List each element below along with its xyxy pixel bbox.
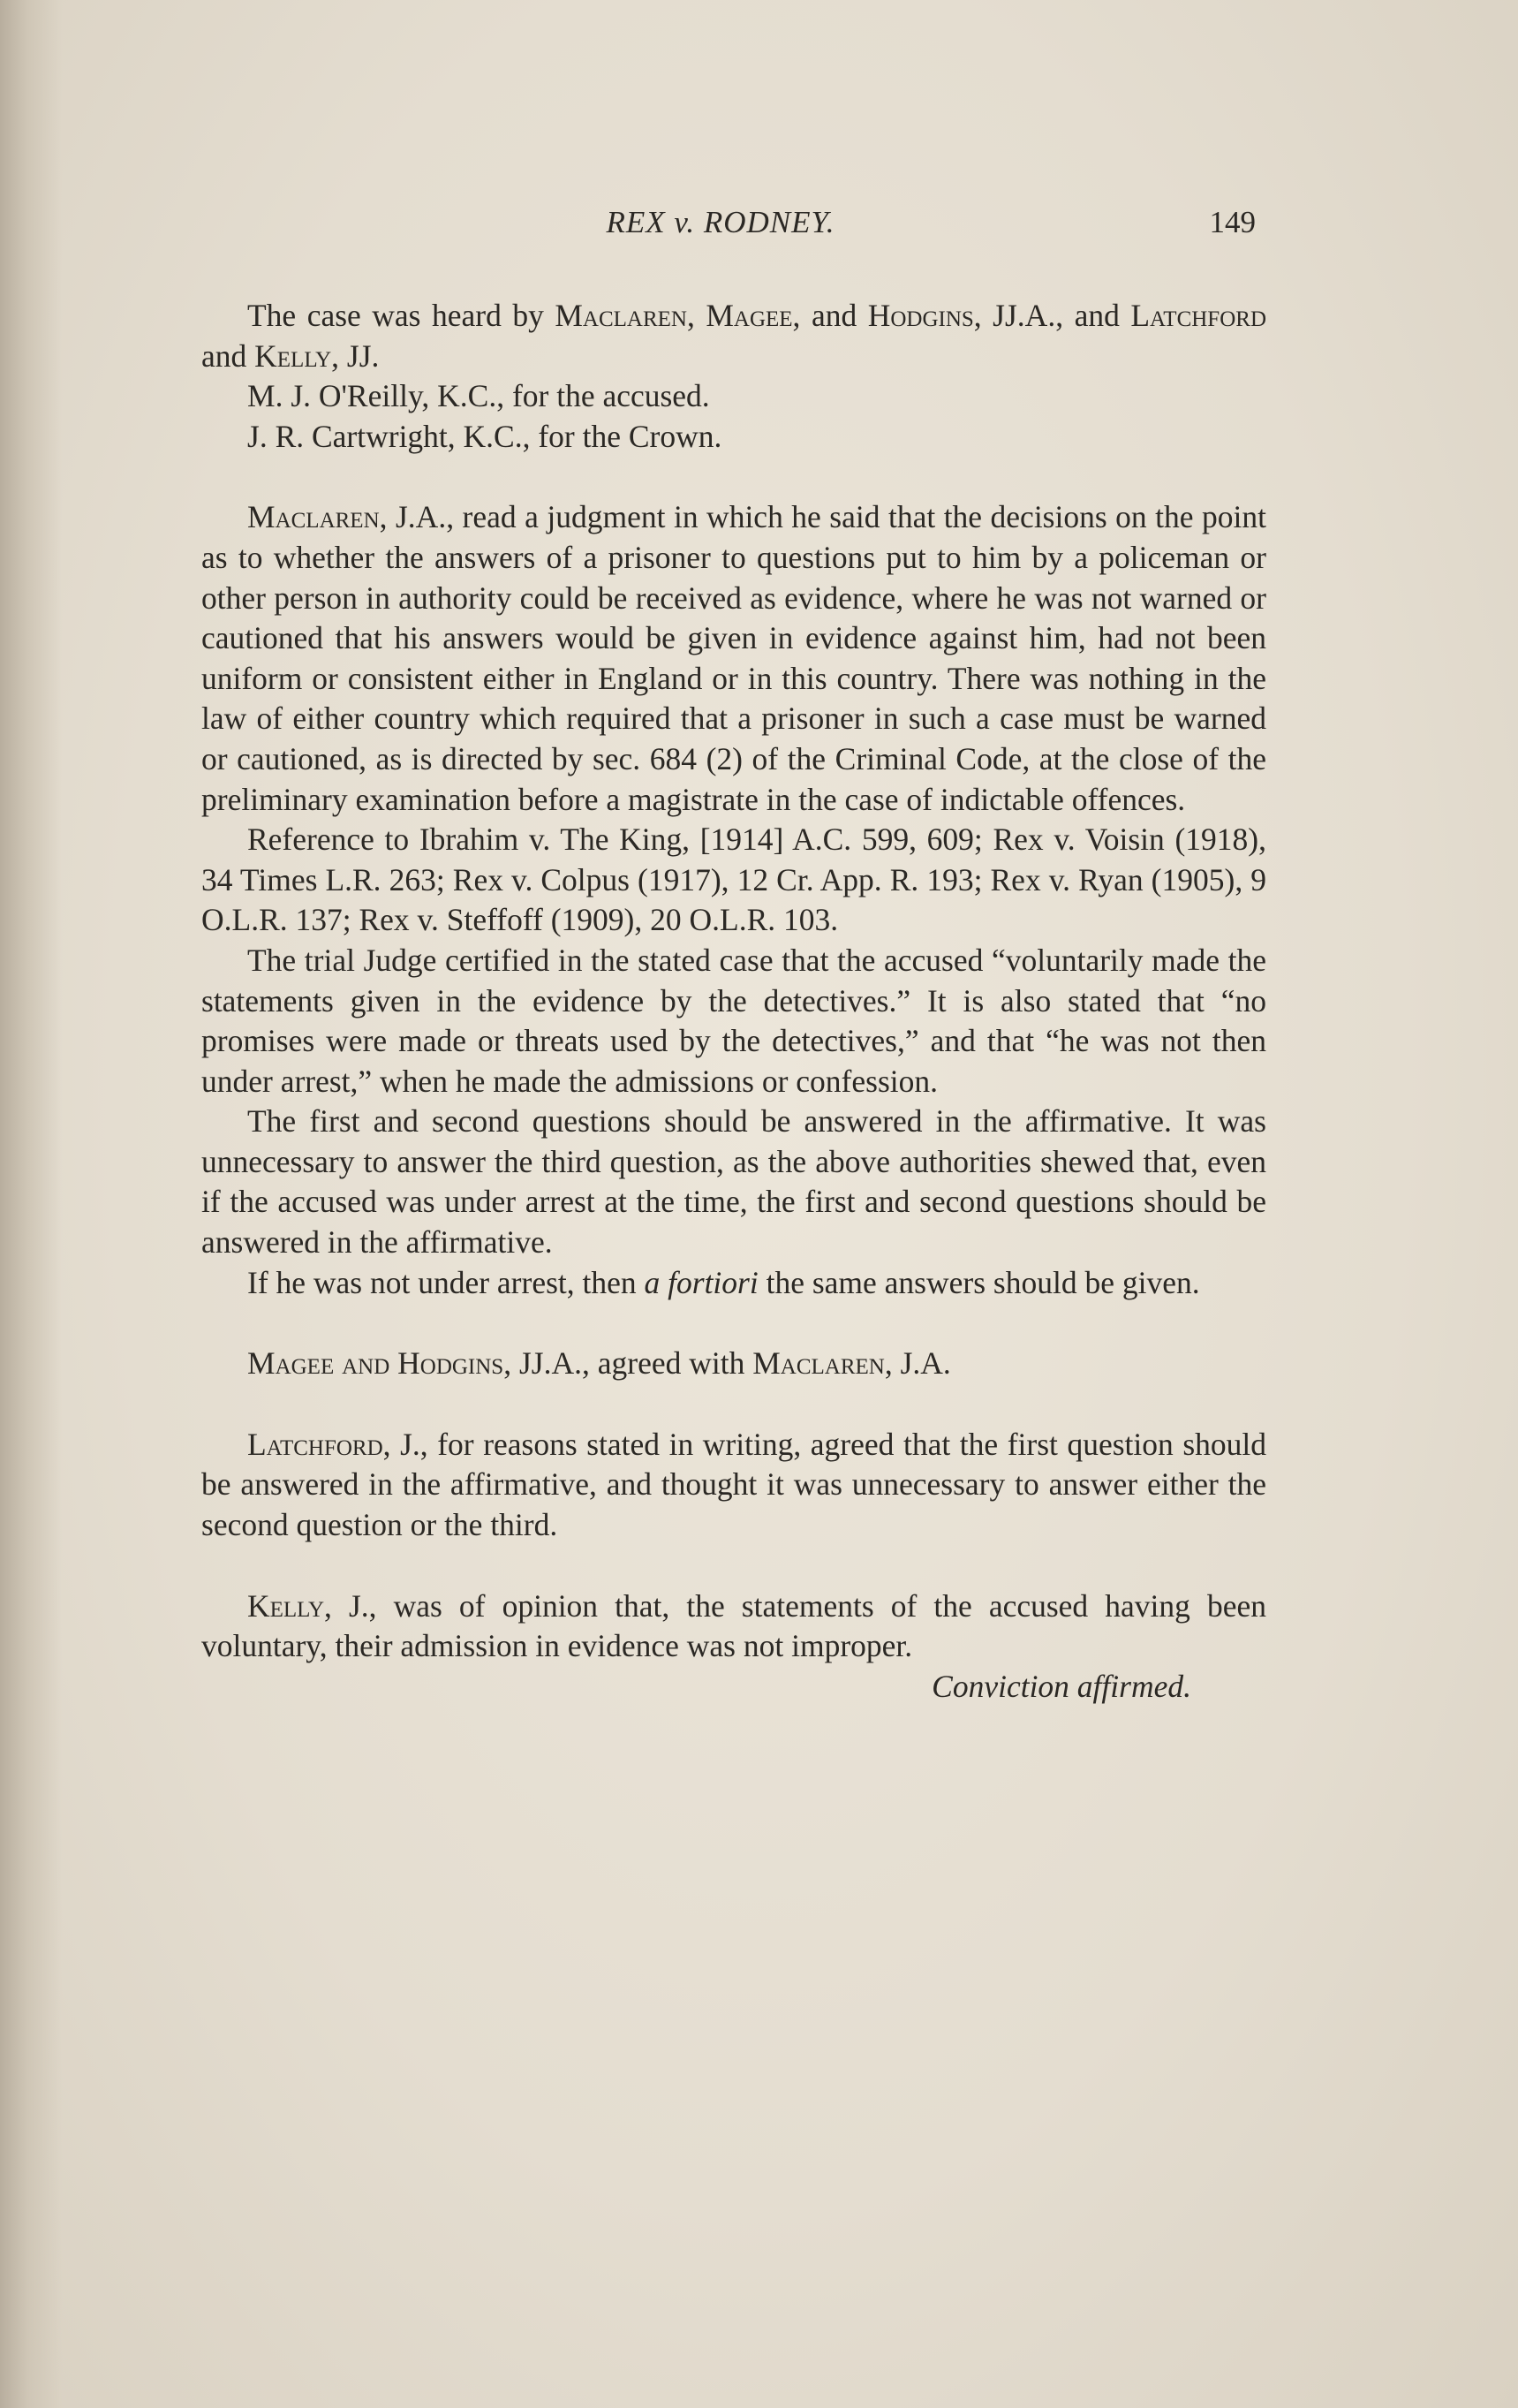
reference-paragraph: Reference to Ibrahim v. The King, [1914] A.C. 599, 609; Rex v. Voisin (1918), 34 Times L.R. 263; Rex v. Colpus (1917), 12 Cr. App. R. 193; Rex v. Ryan (1905), 9 O.L.R. 137; Rex v. Steffoff (1909), 20 O.L.R. 103. xyxy=(201,822,1266,938)
fortiori-paragraph xyxy=(201,1263,1266,1304)
paragraph-text: the same answers should be given. xyxy=(758,1264,1200,1300)
spacer xyxy=(201,1384,1266,1425)
latin-phrase: a fortiori xyxy=(644,1264,759,1300)
paragraph-text: J., was of opinion that, the statements of the accused having been voluntary, their admission in evidence was not improper. xyxy=(201,1587,1266,1664)
trial-judge-paragraph: The trial Judge certified in the stated case that the accused “voluntarily made the statements given in the evidence by the detectives.” It is also stated that “no promises were made or threats used by the detectives,” and that “he was not then under arrest,” when he made the admissions or confession. xyxy=(201,942,1266,1099)
judge-names: Magee and Hodgins, xyxy=(247,1345,512,1382)
bench-paragraph xyxy=(201,296,1266,376)
judge-name: Latchford, xyxy=(247,1426,391,1462)
paragraph-text: J.A. xyxy=(892,1345,951,1382)
page-body xyxy=(201,296,1266,1707)
paragraph-text: J., for reasons stated in writing, agreed that the first question should be answered in the affirmative, and thought it was unnecessary to answer either the second question or the third. xyxy=(201,1426,1266,1543)
concurrence-paragraph xyxy=(201,1344,1266,1384)
page-number: 149 xyxy=(1209,205,1256,239)
counsel-accused: M. J. O'Reilly, K.C., for the accused. xyxy=(247,378,710,414)
judge-names: Latchford xyxy=(1130,298,1266,333)
bench-text: JJ. xyxy=(339,337,380,374)
paragraph-text: JJ.A., agreed with xyxy=(511,1345,753,1382)
bench-text: The case was heard by xyxy=(247,298,555,333)
judgment-text: J.A., read a judgment in which he said that the decisions on the point as to whether the answers of a prisoner to questions put to him by a policeman or other person in authority could be received as evidence, where he was not warned or cautioned that his answers would be given in evidence against him, had not been uniform or consistent either in England or in this country. There was nothing in the law of either country which required that a prisoner in such a case must be warned or cautioned, as is directed by sec. 684 (2) of the Criminal Code, at the close of the preliminary examination before a magistrate in the case of indictable offences. xyxy=(201,499,1266,817)
paragraph-text: If he was not under arrest, then xyxy=(247,1264,645,1300)
latchford-paragraph xyxy=(201,1425,1266,1546)
bench-text: JJ.A., and xyxy=(981,298,1131,333)
judge-names: Maclaren, Magee, xyxy=(555,298,801,333)
questions-paragraph: The first and second questions should be answered in the affirmative. It was unnecessary to answer the third question, as the above authorities shewed that, even if the accused was under arrest at the time, the first and second questions should be answered in the affirmative. xyxy=(201,1103,1266,1261)
bench-text: and xyxy=(800,298,868,333)
judge-names: Hodgins, xyxy=(867,298,982,333)
judge-name: Maclaren, xyxy=(247,499,388,535)
page-spine-shadow xyxy=(0,0,62,2408)
bench-text: and xyxy=(201,337,255,374)
counsel-crown: J. R. Cartwright, K.C., for the Crown. xyxy=(247,418,722,454)
judge-name: Kelly, xyxy=(247,1587,332,1624)
maclaren-judgment xyxy=(201,497,1266,820)
kelly-paragraph xyxy=(201,1586,1266,1667)
spacer xyxy=(201,1303,1266,1344)
page-header xyxy=(185,205,1256,258)
running-title: REX v. RODNEY. xyxy=(606,205,835,239)
spacer xyxy=(201,457,1266,497)
spacer xyxy=(201,1546,1266,1586)
disposition: Conviction affirmed. xyxy=(932,1668,1191,1704)
judge-names: Kelly, xyxy=(254,337,340,374)
judge-name: Maclaren, xyxy=(752,1345,893,1382)
